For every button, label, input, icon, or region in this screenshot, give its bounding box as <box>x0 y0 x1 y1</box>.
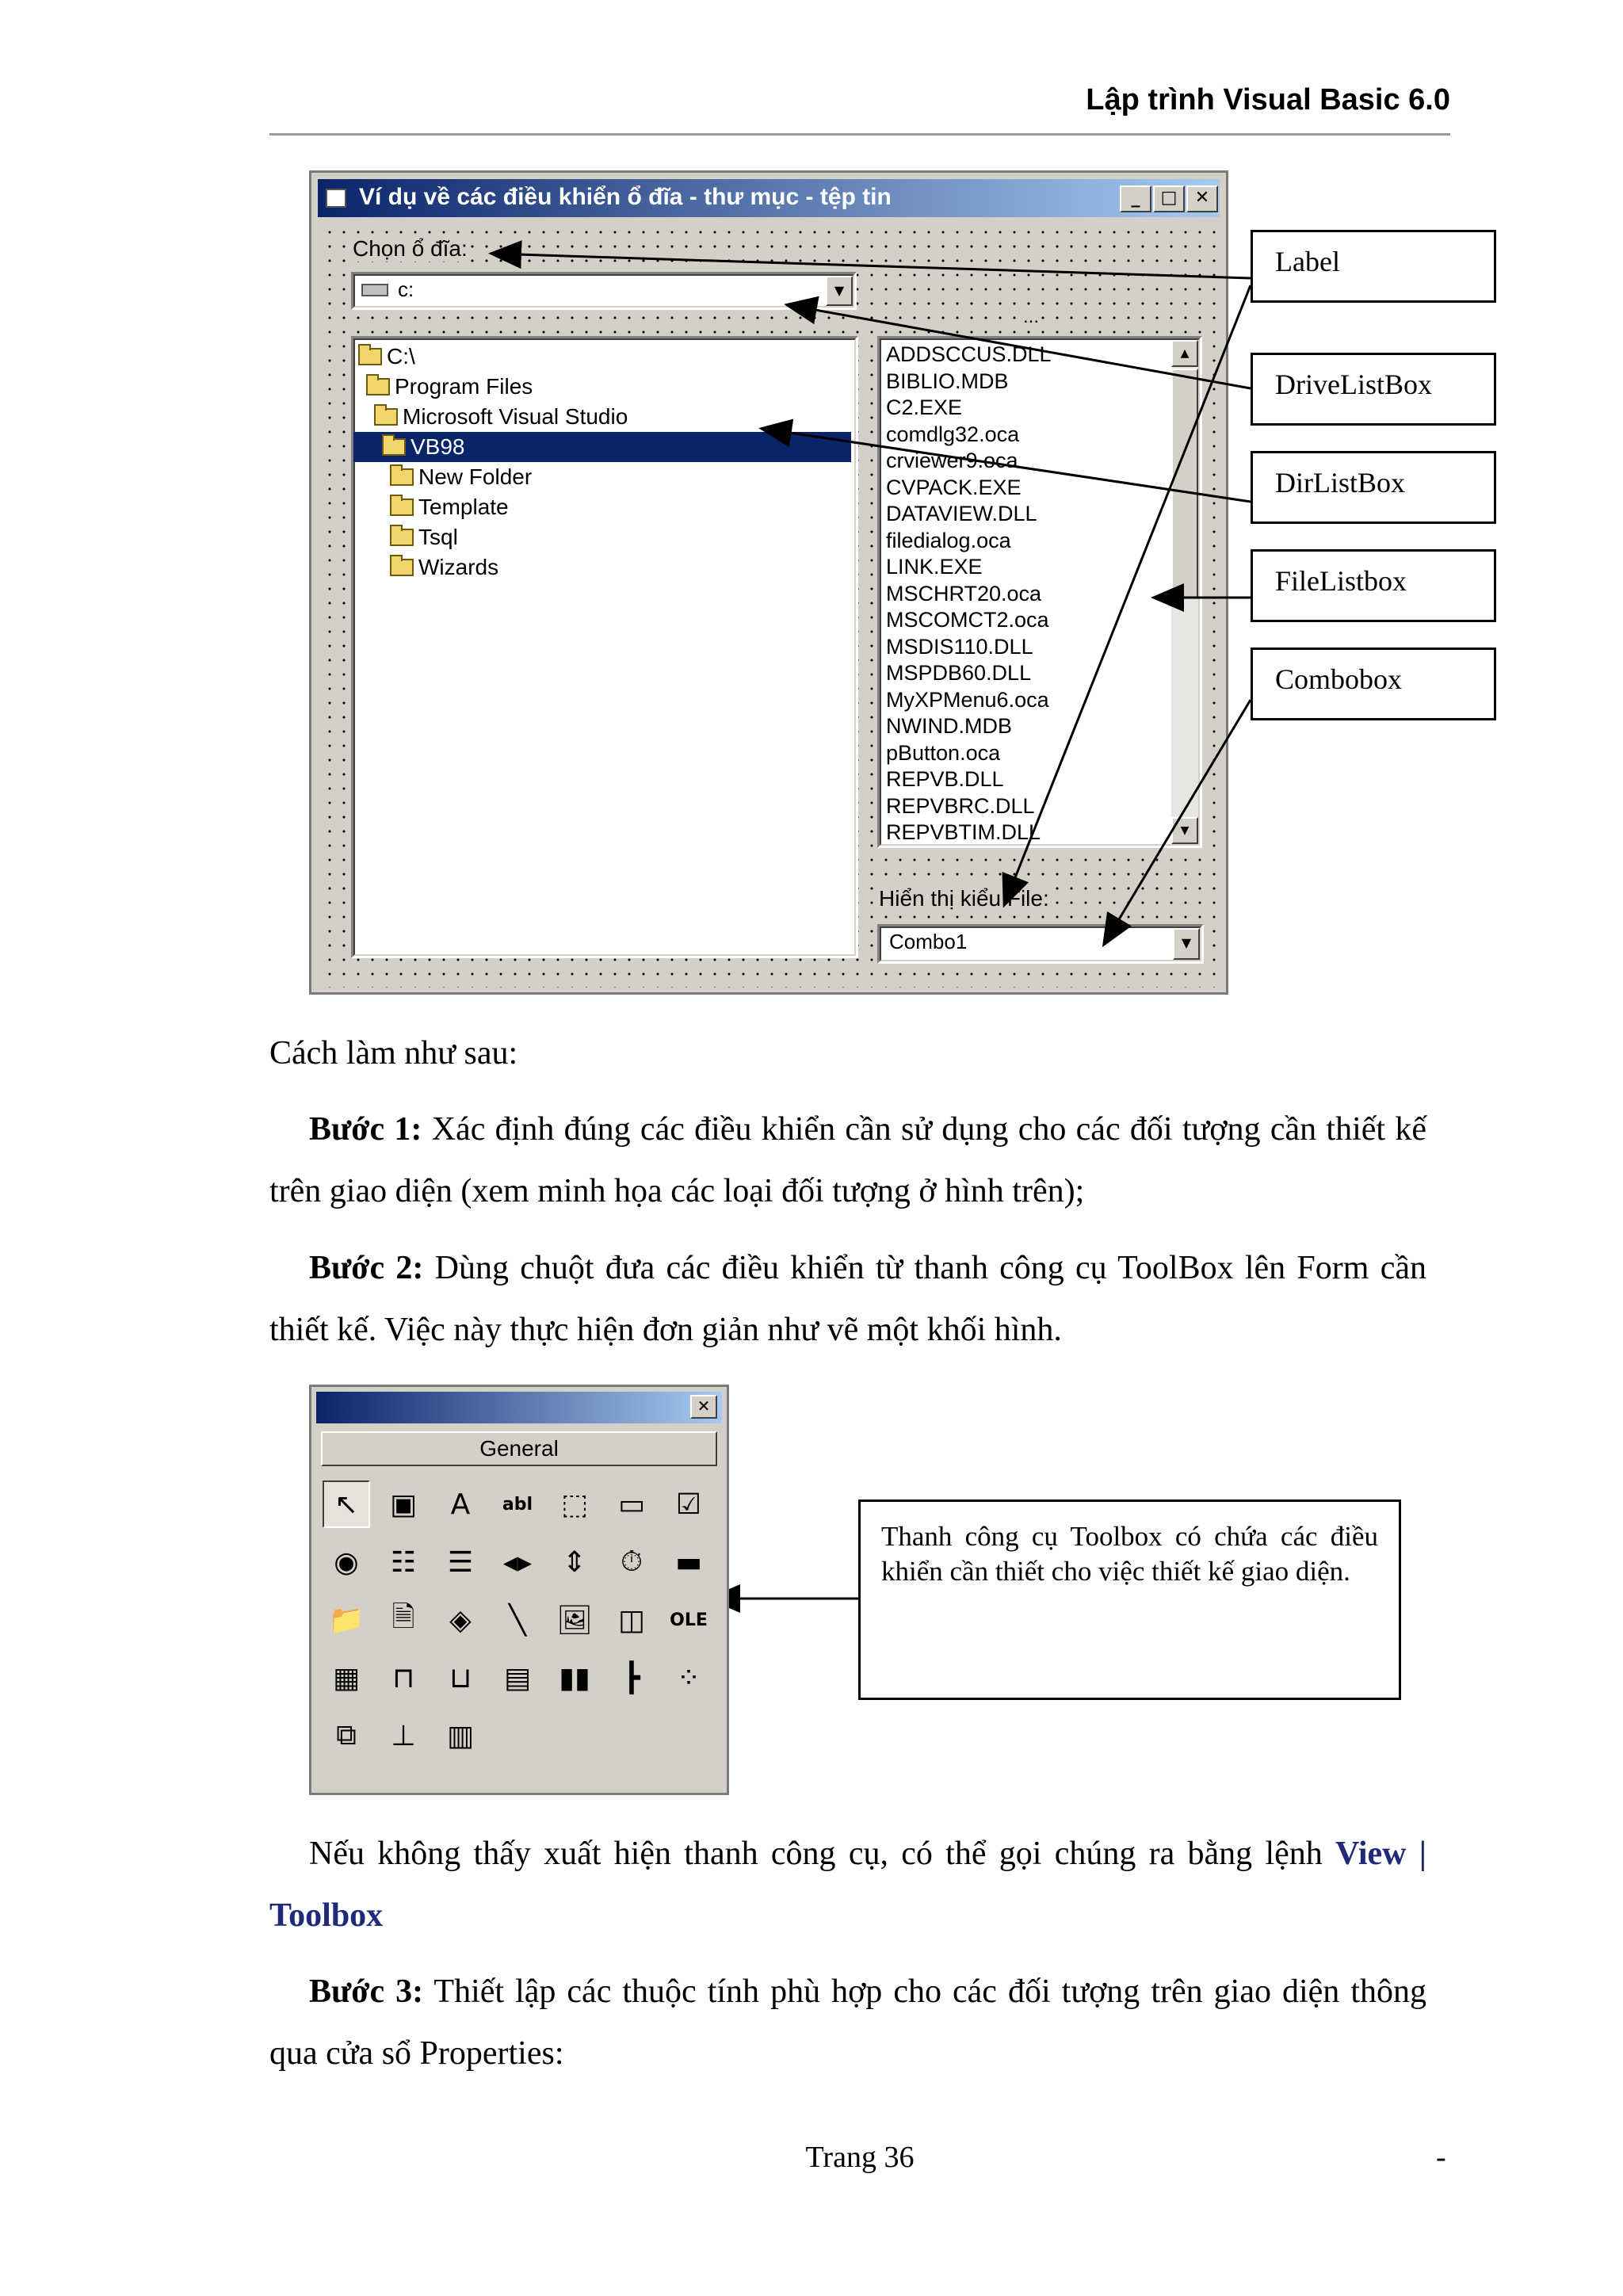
file-item[interactable]: LINK.EXE <box>886 555 983 579</box>
minimize-button[interactable]: _ <box>1120 185 1151 212</box>
imagelist-icon[interactable]: ⧉ <box>336 1719 357 1752</box>
callout-dirlistbox: DirListBox <box>1251 451 1496 524</box>
drive-value: c: <box>398 277 414 301</box>
step2-label: Bước 2: <box>309 1250 424 1286</box>
file-item[interactable]: NWIND.MDB <box>886 714 1012 738</box>
imagecombo-icon[interactable]: ▥ <box>446 1719 474 1752</box>
listview-icon[interactable]: ⁘ <box>676 1661 701 1694</box>
ole-icon[interactable]: OLE <box>670 1610 708 1630</box>
file-item[interactable]: ADDSCCUS.DLL <box>886 342 1052 366</box>
statusbar-icon[interactable]: ▤ <box>503 1661 531 1694</box>
dir-item-label: Tsql <box>418 525 458 549</box>
treeview-icon[interactable]: ┣ <box>623 1661 640 1694</box>
chevron-down-icon[interactable]: ▼ <box>826 276 853 306</box>
drive-label: Chọn ổ đĩa: <box>353 236 468 261</box>
after-toolbox-paragraph <box>269 1823 1426 1946</box>
dir-item-label: C:\ <box>387 344 415 369</box>
file-item[interactable]: MyXPMenu6.oca <box>886 687 1049 712</box>
callout-drivelistbox: DriveListBox <box>1251 353 1496 426</box>
file-item[interactable]: C2.EXE <box>886 395 963 419</box>
page-number: Trang 36 <box>805 2141 915 2174</box>
drivelistbox-icon[interactable]: ▬ <box>674 1545 702 1579</box>
hscrollbar-icon[interactable]: ◂▸ <box>502 1545 533 1579</box>
listbox-icon[interactable]: ☰ <box>447 1545 474 1579</box>
dir-item-label: Wizards <box>418 555 499 579</box>
toolbox-window <box>309 1385 729 1795</box>
window-title: Ví dụ về các điều khiển ổ đĩa - thư mục - tệp tin <box>359 184 892 210</box>
ellipsis-label: ... <box>1023 306 1040 327</box>
page-header-title: Lập trình Visual Basic 6.0 <box>1086 83 1450 117</box>
callout-filelistbox: FileListbox <box>1251 549 1496 622</box>
dir-item-label: New Folder <box>418 464 533 489</box>
label-icon[interactable]: A <box>450 1488 471 1521</box>
close-icon[interactable]: ✕ <box>690 1395 717 1419</box>
intro-text: Cách làm như sau: <box>269 1035 518 1072</box>
combo-value: Combo1 <box>889 930 968 953</box>
step1-label: Bước 1: <box>309 1111 422 1148</box>
step2-paragraph <box>269 1237 1426 1361</box>
file-item[interactable]: MSCHRT20.oca <box>886 581 1042 606</box>
commandbutton-icon[interactable]: ▭ <box>617 1488 645 1521</box>
arrow-to-drivelistbox <box>789 305 1251 388</box>
line-icon[interactable]: ╲ <box>509 1603 526 1637</box>
combobox-icon[interactable]: ☷ <box>390 1545 417 1579</box>
file-item[interactable]: REPVBTIM.DLL <box>886 820 1041 844</box>
file-item[interactable]: filedialog.oca <box>886 528 1011 552</box>
chevron-down-icon[interactable]: ▼ <box>1173 928 1200 960</box>
arrow-to-label <box>493 254 1251 278</box>
dir-item-label: Program Files <box>395 374 533 399</box>
shape-icon[interactable]: ◈ <box>449 1603 472 1637</box>
dir-item-label: VB98 <box>411 434 465 459</box>
progressbar-icon[interactable]: ▮▮ <box>559 1661 590 1694</box>
filetype-label: Hiển thị kiểu File: <box>879 886 1049 911</box>
close-button[interactable]: ✕ <box>1186 185 1218 212</box>
file-item[interactable]: MSCOMCT2.oca <box>886 608 1049 632</box>
toolbox-callout: Thanh công cụ Toolbox có chứa các điều khiển cần thiết cho việc thiết kế giao diện. <box>858 1499 1401 1700</box>
step3-text: Thiết lập các thuộc tính phù hợp cho các đối tượng trên giao diện thông qua cửa sổ Properties: <box>269 1973 1426 2072</box>
step1-paragraph <box>269 1098 1426 1222</box>
image-icon[interactable]: 🖼 <box>556 1604 593 1637</box>
step2-text: Dùng chuột đưa các điều khiển từ thanh công cụ ToolBox lên Form cần thiết kế. Việc này thực hiện đơn giản như vẽ một khối hình. <box>269 1250 1426 1348</box>
timer-icon[interactable]: ⏱ <box>620 1545 643 1578</box>
maximize-button[interactable]: □ <box>1153 185 1185 212</box>
calendar-icon[interactable]: ▦ <box>332 1661 360 1694</box>
file-item[interactable]: crviewer9.oca <box>886 449 1018 472</box>
dir-item-label: Microsoft Visual Studio <box>403 404 628 429</box>
toolbox-group-general[interactable]: General <box>321 1431 717 1466</box>
slider-icon[interactable]: ⊥ <box>391 1719 416 1752</box>
view-toolbox-command: View | Toolbox <box>269 1836 1426 1934</box>
file-item[interactable]: BIBLIO.MDB <box>886 369 1009 393</box>
step3-paragraph <box>269 1961 1426 2084</box>
checkbox-icon[interactable]: ☑ <box>675 1488 702 1521</box>
arrow-to-combobox <box>1105 700 1251 943</box>
callout-combobox: Combobox <box>1251 648 1496 720</box>
filelistbox-icon[interactable]: 🗎 <box>391 1600 415 1633</box>
file-item[interactable]: pButton.oca <box>886 740 1001 765</box>
callout-label: Label <box>1251 230 1496 303</box>
file-item[interactable]: CVPACK.EXE <box>886 475 1022 499</box>
vscrollbar-icon[interactable]: ⇕ <box>562 1545 587 1579</box>
dir-item-label: Template <box>418 495 509 519</box>
file-item[interactable]: MSDIS110.DLL <box>886 634 1033 659</box>
file-item[interactable]: comdlg32.oca <box>886 422 1020 446</box>
toolbar-icon[interactable]: ⊔ <box>449 1661 472 1694</box>
pointer-icon[interactable]: ↖ <box>323 1480 370 1528</box>
optionbutton-icon[interactable]: ◉ <box>334 1545 359 1579</box>
textbox-icon[interactable]: abl <box>502 1494 533 1515</box>
file-item[interactable]: REPVB.DLL <box>886 767 1004 791</box>
arrow-to-dirlistbox <box>763 429 1251 502</box>
scroll-down-icon[interactable]: ▼ <box>1171 817 1198 844</box>
data-icon[interactable]: ◫ <box>617 1603 645 1637</box>
scroll-up-icon[interactable]: ▲ <box>1171 340 1198 367</box>
file-item[interactable]: REPVBRC.DLL <box>886 793 1035 818</box>
dirlistbox-icon[interactable]: 📁 <box>328 1604 365 1637</box>
arrow-label-to-filetype <box>1005 285 1251 904</box>
step3-label: Bước 3: <box>309 1973 424 2010</box>
step1-text: Xác định đúng các điều khiển cần sử dụng cho các đối tượng cần thiết kế trên giao diện (xem minh họa các loại đối tượng ở hình trên); <box>269 1111 1427 1209</box>
after-toolbox-text: Nếu không thấy xuất hiện thanh công cụ, có thể gọi chúng ra bằng lệnh <box>309 1836 1336 1872</box>
frame-icon[interactable]: ⬚ <box>560 1488 588 1521</box>
file-item[interactable]: MSPDB60.DLL <box>886 661 1032 685</box>
toolbox-titlebar <box>316 1392 722 1423</box>
file-item[interactable]: DATAVIEW.DLL <box>886 502 1037 525</box>
tabstrip-icon[interactable]: ⊓ <box>391 1661 415 1694</box>
footer-dash: - <box>1436 2141 1446 2174</box>
picturebox-icon[interactable]: ▣ <box>389 1488 417 1521</box>
